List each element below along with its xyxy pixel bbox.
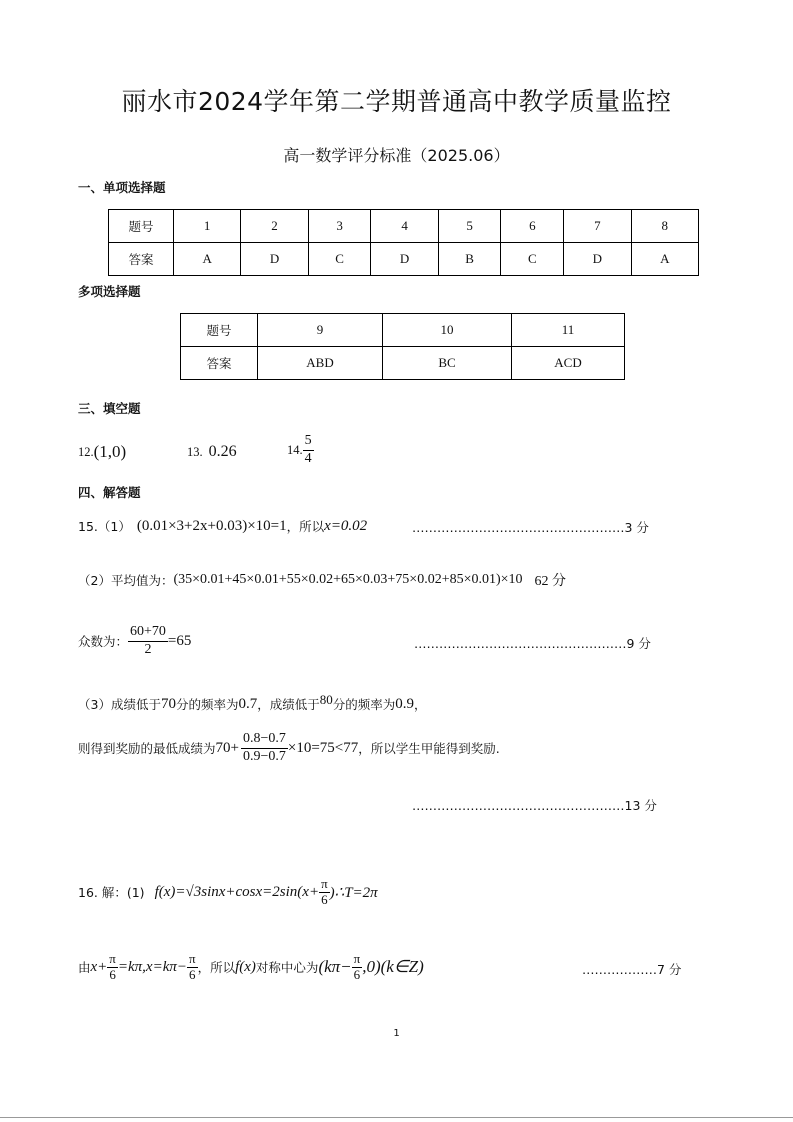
fraction-numerator: π xyxy=(321,875,328,891)
answer-14 xyxy=(287,430,314,470)
table-row xyxy=(181,347,625,380)
text: （3）成绩低于 xyxy=(78,697,161,712)
q15-mode xyxy=(78,621,191,661)
question-label: 15.（1） xyxy=(78,519,131,534)
equation: (35×0.01+45×0.01+55×0.02+65×0.03+75×0.02+85×0.01)×10 xyxy=(173,572,523,587)
q15-score-2 xyxy=(414,634,651,652)
fraction-numerator: π xyxy=(189,950,196,966)
fraction xyxy=(241,731,288,764)
text: ，所以 xyxy=(197,960,236,975)
equation: )∴T=2π xyxy=(329,884,378,901)
page-divider xyxy=(0,1117,793,1118)
q15-part3-line2 xyxy=(78,728,500,768)
table-cell: B xyxy=(438,243,501,276)
fraction-denominator: 6 xyxy=(189,966,196,982)
value: 70+ xyxy=(215,739,239,756)
score-value: 3 分 xyxy=(624,520,649,535)
equation: (0.01×3+2x+0.03)×10=1 xyxy=(136,517,287,534)
table-cell: A xyxy=(631,243,698,276)
text: ，所以学生甲能得到奖励. xyxy=(358,741,500,756)
fraction-denominator: 6 xyxy=(109,966,116,982)
result: =65 xyxy=(167,632,192,649)
text: 对称中心为 xyxy=(255,960,319,975)
fraction-numerator: π xyxy=(109,950,116,966)
table-cell: D xyxy=(564,243,631,276)
answer-value: (1,0) xyxy=(93,442,127,461)
single-choice-table xyxy=(108,209,699,276)
text: ，成绩低于 xyxy=(257,697,320,712)
table-cell-label: 题号 xyxy=(109,210,174,243)
table-cell: 1 xyxy=(174,210,241,243)
fraction-numerator: π xyxy=(353,950,361,966)
result: 62 分 xyxy=(534,574,567,589)
q15-part1 xyxy=(78,516,367,536)
table-cell: ABD xyxy=(258,347,383,380)
table-cell: 5 xyxy=(438,210,501,243)
fraction xyxy=(303,433,314,466)
text: 则得到奖励的最低成绩为 xyxy=(78,741,216,756)
equation: ,0)(k∈Z) xyxy=(362,957,424,976)
text: 分的频率为 xyxy=(332,697,396,712)
text: ， xyxy=(414,697,427,712)
table-row xyxy=(181,314,625,347)
value: 0.7 xyxy=(238,695,258,712)
text: 众数为： xyxy=(78,634,129,649)
fraction-numerator: 5 xyxy=(303,433,314,450)
table-cell: C xyxy=(308,243,371,276)
table-cell: BC xyxy=(383,347,512,380)
q16-score xyxy=(582,960,681,978)
page-title: 丽水市2024学年第二学期普通高中教学质量监控 xyxy=(121,87,672,116)
equation: f(x)=√3sinx+cosx=2sin(x+ xyxy=(154,883,320,900)
value: 80 xyxy=(319,692,333,707)
fraction-denominator: 6 xyxy=(321,891,328,907)
score-value: 7 分 xyxy=(657,962,682,977)
equation: ×10=75<77 xyxy=(287,739,359,756)
table-cell: A xyxy=(174,243,241,276)
multi-choice-table xyxy=(180,313,625,380)
text: ，所以 xyxy=(286,519,325,534)
text: 由 xyxy=(78,960,91,975)
question-label: 16. 解：(1) xyxy=(78,885,145,900)
q15-score-3 xyxy=(412,796,657,814)
table-cell-label: 题号 xyxy=(181,314,258,347)
q16-line1 xyxy=(78,872,378,912)
table-cell: 3 xyxy=(308,210,371,243)
page-number: 1 xyxy=(393,1028,400,1039)
equation: x+ xyxy=(90,958,108,975)
fraction-denominator: 0.9−0.7 xyxy=(242,748,286,764)
q15-part2 xyxy=(78,570,566,590)
table-row xyxy=(109,243,699,276)
table-cell: 9 xyxy=(258,314,383,347)
fraction xyxy=(352,952,363,983)
section-heading-solutions: 四、解答题 xyxy=(78,485,141,500)
score-value: 9 分 xyxy=(626,636,651,651)
fraction xyxy=(187,952,198,983)
fraction-denominator: 6 xyxy=(353,966,361,982)
q16-line2 xyxy=(78,945,424,989)
fraction-numerator: 0.8−0.7 xyxy=(241,731,288,748)
q15-score-1 xyxy=(412,518,649,536)
fraction-denominator: 2 xyxy=(144,641,152,657)
result: x=0.02 xyxy=(324,517,368,534)
fraction xyxy=(319,877,330,908)
page-subtitle: 高一数学评分标准（2025.06） xyxy=(283,146,510,165)
leader-dots: …………………………………………… xyxy=(412,798,625,813)
table-cell: C xyxy=(501,243,564,276)
table-cell: D xyxy=(241,243,308,276)
table-cell: 10 xyxy=(383,314,512,347)
leader-dots: ……………… xyxy=(582,962,657,977)
answer-value: 0.26 xyxy=(208,443,237,460)
table-cell: 4 xyxy=(371,210,438,243)
text: 分的频率为 xyxy=(175,697,239,712)
equation: (kπ− xyxy=(318,957,352,976)
text: （2）平均值为： xyxy=(78,573,174,588)
table-cell-label: 答案 xyxy=(181,347,258,380)
function: f(x) xyxy=(235,958,256,975)
table-row xyxy=(109,210,699,243)
score-value: 13 分 xyxy=(624,798,657,813)
question-label: 12. xyxy=(78,444,94,459)
equation: =kπ,x=kπ− xyxy=(117,958,187,975)
leader-dots: …………………………………………… xyxy=(414,636,627,651)
answer-12 xyxy=(78,434,126,470)
table-cell: 8 xyxy=(631,210,698,243)
table-cell: 11 xyxy=(512,314,625,347)
fraction-numerator: 60+70 xyxy=(128,624,168,641)
fraction xyxy=(128,624,168,657)
table-cell: ACD xyxy=(512,347,625,380)
table-cell: 6 xyxy=(501,210,564,243)
value: 70 xyxy=(160,695,176,712)
section-heading-single-choice: 一、单项选择题 xyxy=(78,180,166,195)
table-cell: 2 xyxy=(241,210,308,243)
q15-part3 xyxy=(78,694,427,714)
table-cell-label: 答案 xyxy=(109,243,174,276)
value: 0.9 xyxy=(395,695,415,712)
fraction-denominator: 4 xyxy=(304,450,312,466)
leader-dots: …………………………………………… xyxy=(412,520,625,535)
question-label: 13. xyxy=(187,444,203,459)
section-heading-multi-choice: 多项选择题 xyxy=(78,284,141,299)
section-heading-fill-blank: 三、填空题 xyxy=(78,401,141,416)
question-label: 14. xyxy=(287,442,303,457)
answer-13 xyxy=(187,434,237,470)
table-cell: D xyxy=(371,243,438,276)
table-cell: 7 xyxy=(564,210,631,243)
fraction xyxy=(107,952,118,983)
